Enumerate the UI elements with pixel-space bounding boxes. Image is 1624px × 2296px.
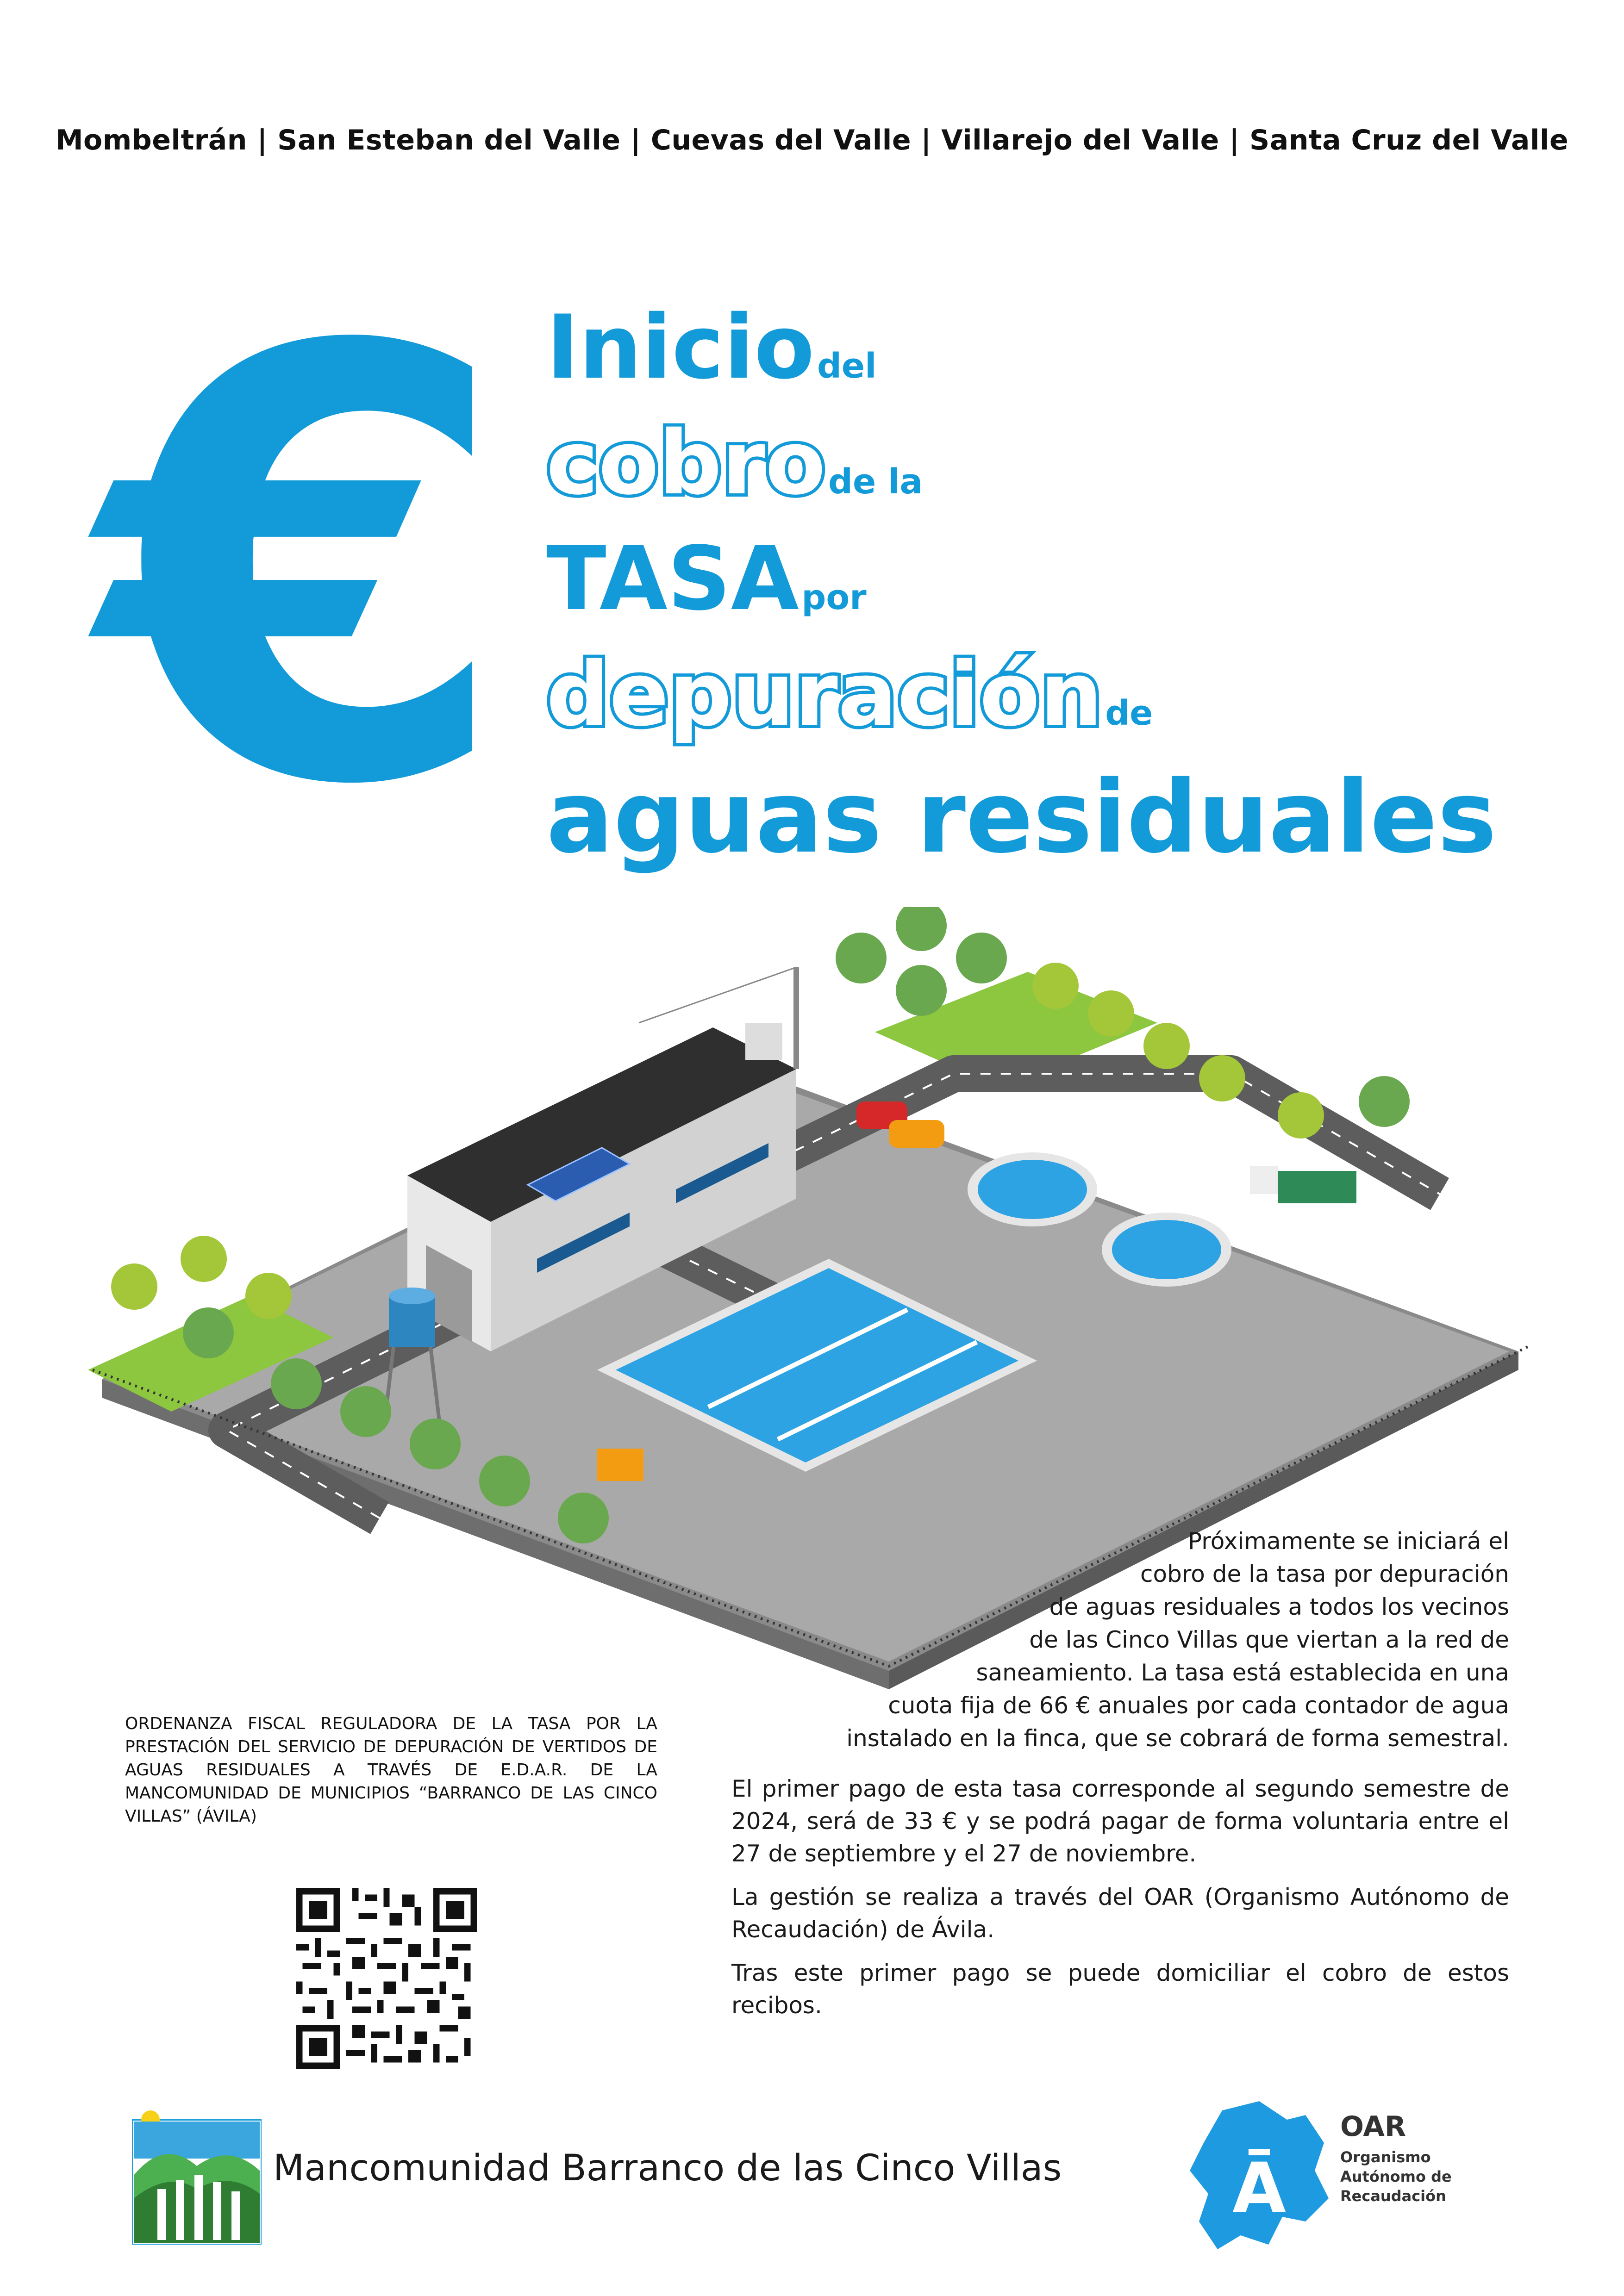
headline-word-tasa: TASA (546, 528, 799, 630)
intro-line: de aguas residuales a todos los vecinos (1049, 1593, 1509, 1620)
headline-word-depuracion: depuración (546, 643, 1103, 746)
headline-line-5 (546, 759, 1497, 875)
euro-symbol: € (99, 224, 512, 914)
headline-word-de: de (1105, 693, 1153, 733)
mancomunidad-logo-icon (132, 2110, 262, 2245)
intro-line: de las Cinco Villas que viertan a la red de (1029, 1626, 1509, 1653)
headline-word-de-la: de la (828, 462, 923, 502)
forklift-icon (597, 1449, 643, 1481)
oar-subtitle (1340, 2147, 1479, 2206)
headline-word-del: del (817, 346, 877, 386)
intro-line: saneamiento. La tasa está establecida en una (976, 1659, 1509, 1686)
headline-line-4 (546, 643, 1153, 746)
headline-word-cobro: cobro (546, 412, 826, 514)
intro-line: Próximamente se iniciará el (1188, 1528, 1509, 1555)
paragraph-payment: El primer pago de esta tasa corresponde al segundo semestre de 2024, será de 33 € y se podrá pagar de forma voluntaria entre el 27 de septiembre y el 27 de noviembre. (731, 1775, 1509, 1867)
paragraph-management: La gestión se realiza a través del OAR (Organismo Autónomo de Recaudación) de Ávila. (731, 1884, 1509, 1943)
oar-subtitle-line: Autónomo de (1340, 2168, 1452, 2185)
intro-line: cuota fija de 66 € anuales por cada contador de agua (888, 1692, 1509, 1719)
qr-code-icon[interactable] (296, 1888, 477, 2069)
oar-title: OAR (1340, 2110, 1406, 2143)
intro-line: cobro de la tasa por depuración (1140, 1561, 1509, 1587)
headline-word-inicio: Inicio (546, 296, 815, 398)
oar-subtitle-line: Organismo (1340, 2148, 1431, 2166)
body-text (731, 1773, 1509, 2033)
headline-line-2 (546, 412, 923, 514)
headline-aguas-residuales: aguas residuales (546, 759, 1497, 875)
ordinance-title: ORDENANZA FISCAL REGULADORA DE LA TASA POR LA PRESTACIÓN DEL SERVICIO DE DEPURACIÓN DE VERTIDOS DE AGUAS RESIDUALES A TRAVÉS DE E.D.A.R. DE LA MANCOMUNIDAD DE MUNICIPIOS “BARRANCO DE LAS CINCO VILLAS” (ÁVILA) (125, 1714, 657, 1826)
intro-paragraph (713, 1525, 1509, 1755)
paragraph-direct-debit: Tras este primer pago se puede domiciliar el cobro de estos recibos. (731, 1960, 1509, 2019)
headline-line-3 (546, 528, 867, 630)
villages-header: Mombeltrán | San Esteban del Valle | Cuevas del Valle | Villarejo del Valle | Santa Cruz del Valle (55, 124, 1569, 156)
oar-logo-icon (1190, 2101, 1329, 2254)
headline-word-por: por (801, 578, 867, 617)
truck-icon (1250, 1166, 1356, 1203)
oar-letter: Ā (1232, 2148, 1287, 2229)
oar-subtitle-line: Recaudación (1340, 2187, 1446, 2205)
intro-line: instalado en la finca, que se cobrará de forma semestral. (846, 1725, 1509, 1752)
mancomunidad-name: Mancomunidad Barranco de las Cinco Villas (273, 2147, 1062, 2189)
headline-line-1 (546, 296, 876, 398)
